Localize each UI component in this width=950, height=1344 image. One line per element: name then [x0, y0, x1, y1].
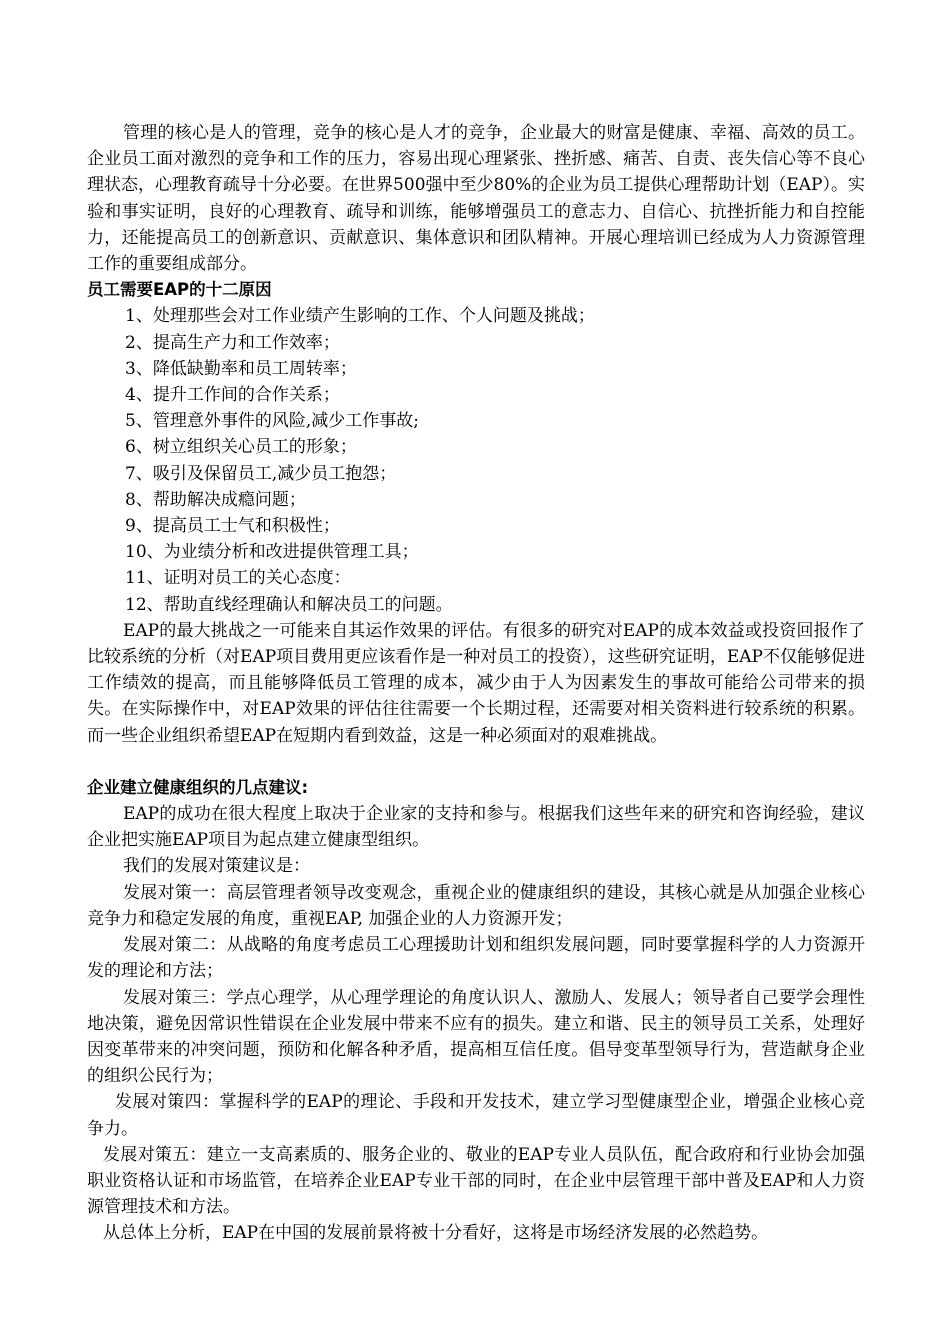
- strategy-3-paragraph: 发展对策三：学点心理学，从心理学理论的角度认识人、激励人、发展人；领导者自己要学会理性地决策，避免因常识性错误在企业发展中带来不应有的损失。建立和谐、民主的领导员工关系，处理好因变革带来的冲突问题，预防和化解各种矛盾，提高相互信任度。倡导变革型领导行为，营造献身企业的组织公民行为；: [87, 987, 865, 1087]
- strategy-5-paragraph: 发展对策五：建立一支高素质的、服务企业的、敬业的EAP专业人员队伍，配合政府和行业协会加强职业资格认证和市场监管，在培养企业EAP专业干部的同时，在企业中层管理干部中普及EAP和人力资源管理技术和方法。: [87, 1144, 865, 1218]
- conclusion-paragraph: 从总体上分析，EAP在中国的发展前景将被十分看好，这将是市场经济发展的必然趋势。: [103, 1223, 769, 1244]
- list-item: 1、处理那些会对工作业绩产生影响的工作、个人问题及挑战；: [125, 306, 595, 327]
- list-item: 11、证明对员工的关心态度：: [125, 568, 351, 589]
- list-item: 7、吸引及保留员工,减少员工抱怨；: [125, 463, 397, 484]
- list-item: 2、提高生产力和工作效率；: [125, 332, 340, 353]
- reasons-list: [87, 303, 865, 617]
- strategy-2-paragraph: 发展对策二：从战略的角度考虑员工心理援助计划和组织发展问题，同时要掌握科学的人力资源开发的理论和方法；: [87, 935, 865, 982]
- advice-heading: 企业建立健康组织的几点建议:: [87, 777, 309, 797]
- list-item: 5、管理意外事件的风险,减少工作事故;: [125, 411, 419, 432]
- advice-intro-paragraph: EAP的成功在很大程度上取决于企业家的支持和参与。根据我们这些年来的研究和咨询经验，建议企业把实施EAP项目为起点建立健康型组织。: [87, 804, 865, 851]
- list-item: 8、帮助解决成瘾问题；: [125, 489, 306, 510]
- list-item: 9、提高员工士气和积极性；: [125, 516, 340, 537]
- list-item: 12、帮助直线经理确认和解决员工的问题。: [125, 594, 453, 615]
- document-page: [87, 120, 865, 1247]
- strategy-4-paragraph: 发展对策四：掌握科学的EAP的理论、手段和开发技术，建立学习型健康型企业，增强企业核心竞争力。: [87, 1092, 865, 1139]
- reasons-heading: 员工需要EAP的十二原因: [87, 280, 272, 300]
- list-item: 3、降低缺勤率和员工周转率；: [125, 358, 357, 379]
- intro-paragraph: 管理的核心是人的管理，竞争的核心是人才的竞争，企业最大的财富是健康、幸福、高效的员工。企业员工面对激烈的竞争和工作的压力，容易出现心理紧张、挫折感、痛苦、自责、丧失信心等不良心理状态，心理教育疏导十分必要。在世界500强中至少80%的企业为员工提供心理帮助计划（EAP）。实验和事实证明，良好的心理教育、疏导和训练，能够增强员工的意志力、自信心、抗挫折能力和自控能力，还能提高员工的创新意识、贡献意识、集体意识和团队精神。开展心理培训已经成为人力资源管理工作的重要组成部分。: [87, 123, 865, 275]
- strategy-lead: 我们的发展对策建议是：: [123, 856, 310, 877]
- list-item: 10、为业绩分析和改进提供管理工具；: [125, 542, 419, 563]
- strategy-1-paragraph: 发展对策一：高层管理者领导改变观念，重视企业的健康组织的建设，其核心就是从加强企业核心竞争力和稳定发展的角度，重视EAP, 加强企业的人力资源开发；: [87, 882, 865, 929]
- list-item: 4、提升工作间的合作关系；: [125, 385, 340, 406]
- list-item: 6、树立组织关心员工的形象；: [125, 437, 357, 458]
- blank-line: [87, 749, 865, 775]
- challenge-paragraph: EAP的最大挑战之一可能来自其运作效果的评估。有很多的研究对EAP的成本效益或投资回报作了比较系统的分析（对EAP项目费用更应该看作是一种对员工的投资），这些研究证明，EAP不仅能够促进工作绩效的提高，而且能够降低员工管理的成本，减少由于人为因素发生的事故可能给公司带来的损失。在实际操作中，对EAP效果的评估往往需要一个长期过程，还需要对相关资料进行较系统的积累。而一些企业组织希望EAP在短期内看到效益，这是一种必须面对的艰难挑战。: [87, 620, 865, 746]
